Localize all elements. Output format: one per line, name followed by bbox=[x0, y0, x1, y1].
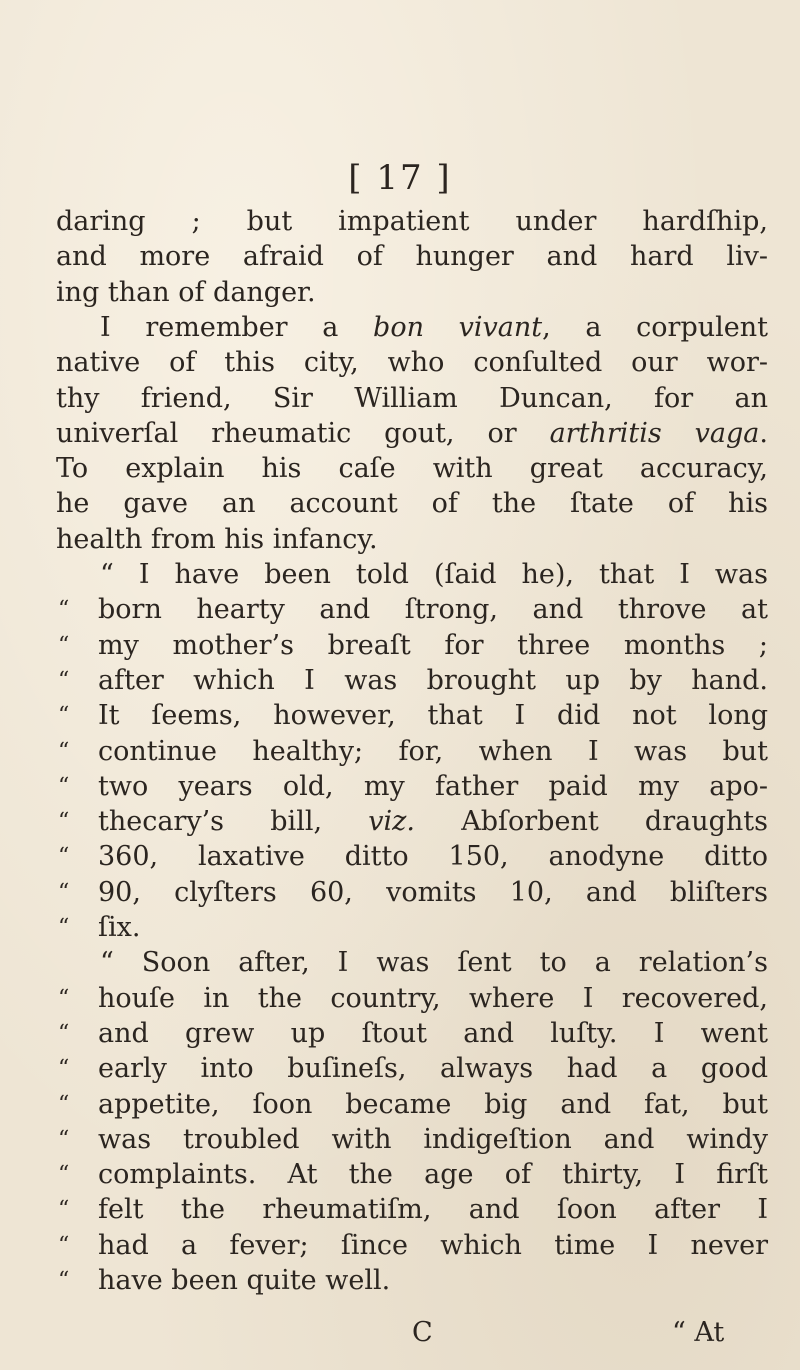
quote-mark: “ bbox=[58, 1056, 70, 1082]
quote-mark: “ bbox=[58, 1268, 70, 1293]
text-line: To explain his caſe with great accuracy, bbox=[56, 453, 768, 485]
quote-mark: “ bbox=[58, 1020, 70, 1046]
text-line-italic-arthritis: univerſal rheumatic gout, or arthritis vaga. bbox=[56, 417, 768, 449]
text-line: complaints. At the age of thirty, I firſt bbox=[98, 1159, 768, 1191]
page-header bbox=[0, 158, 800, 198]
text-line: native of this city, who conſulted our wor- bbox=[56, 347, 768, 379]
text-line: health from his infancy. bbox=[56, 523, 378, 555]
text-line: daring ; but impatient under hardſhip, bbox=[56, 206, 768, 237]
quote-mark: “ bbox=[58, 632, 70, 658]
text-line: born hearty and ſtrong, and throve at bbox=[98, 594, 768, 626]
quote-mark: “ bbox=[58, 879, 70, 905]
text-line: was troubled with indigeſtion and windy bbox=[98, 1123, 768, 1155]
signature-mark: C bbox=[412, 1317, 433, 1348]
text-line: 90, clyſters 60, vomits 10, and bliſters bbox=[98, 876, 768, 908]
quote-mark: “ bbox=[58, 773, 70, 799]
text-line: and grew up ſtout and luſty. I went bbox=[98, 1017, 768, 1049]
text-line: felt the rheumatiſm, and ſoon after I bbox=[98, 1194, 768, 1226]
text-line: have been quite well. bbox=[98, 1265, 391, 1296]
text-line: “ I have been told (ſaid he), that I was bbox=[100, 559, 768, 590]
text-line: ſix. bbox=[98, 912, 141, 943]
quote-mark: “ bbox=[58, 1197, 70, 1223]
text-line: had a fever; ſince which time I never bbox=[98, 1229, 768, 1261]
text-line: appetite, ſoon became big and fat, but bbox=[98, 1088, 768, 1120]
catchword: “ At bbox=[672, 1317, 725, 1348]
text-line: and more afraid of hunger and hard liv- bbox=[56, 241, 768, 273]
text-line: ing than of danger. bbox=[56, 276, 316, 308]
quote-mark: “ bbox=[58, 597, 70, 623]
text-line-italic-viz: thecary’s bill, viz. Abſorbent draughts bbox=[98, 806, 768, 838]
page-number: [ 17 ] bbox=[348, 158, 452, 198]
text-line: houſe in the country, where I recovered, bbox=[98, 982, 768, 1014]
quote-mark: “ bbox=[58, 1232, 70, 1258]
quote-mark: “ bbox=[58, 809, 70, 835]
text-line: he gave an account of the ſtate of his bbox=[56, 488, 768, 520]
text-line: early into buſineſs, always had a good bbox=[98, 1053, 768, 1085]
quote-mark: “ bbox=[58, 667, 70, 693]
text-line: my mother’s breaſt for three months ; bbox=[98, 629, 768, 661]
text-line: thy friend, Sir William Duncan, for an bbox=[56, 382, 768, 414]
text-line-italic-bon-vivant: I remember a bon vivant, a corpulent bbox=[100, 311, 768, 343]
text-line: continue healthy; for, when I was but bbox=[98, 735, 768, 767]
text-line: 360, laxative ditto 150, anodyne ditto bbox=[98, 841, 768, 873]
quote-mark: “ bbox=[58, 738, 70, 764]
quote-mark: “ bbox=[58, 1126, 70, 1152]
quote-mark: “ bbox=[58, 1091, 70, 1117]
quote-mark: “ bbox=[58, 915, 70, 940]
text-line: after which I was brought up by hand. bbox=[98, 664, 768, 696]
quote-mark: “ bbox=[58, 703, 70, 729]
quote-mark: “ bbox=[58, 1162, 70, 1188]
text-line: two years old, my father paid my apo- bbox=[98, 770, 768, 802]
quote-mark: “ bbox=[58, 985, 70, 1011]
text-line: It ſeems, however, that I did not long bbox=[98, 700, 768, 732]
text-line: “ Soon after, I was ſent to a relation’s bbox=[100, 947, 768, 979]
quote-mark: “ bbox=[58, 844, 70, 870]
